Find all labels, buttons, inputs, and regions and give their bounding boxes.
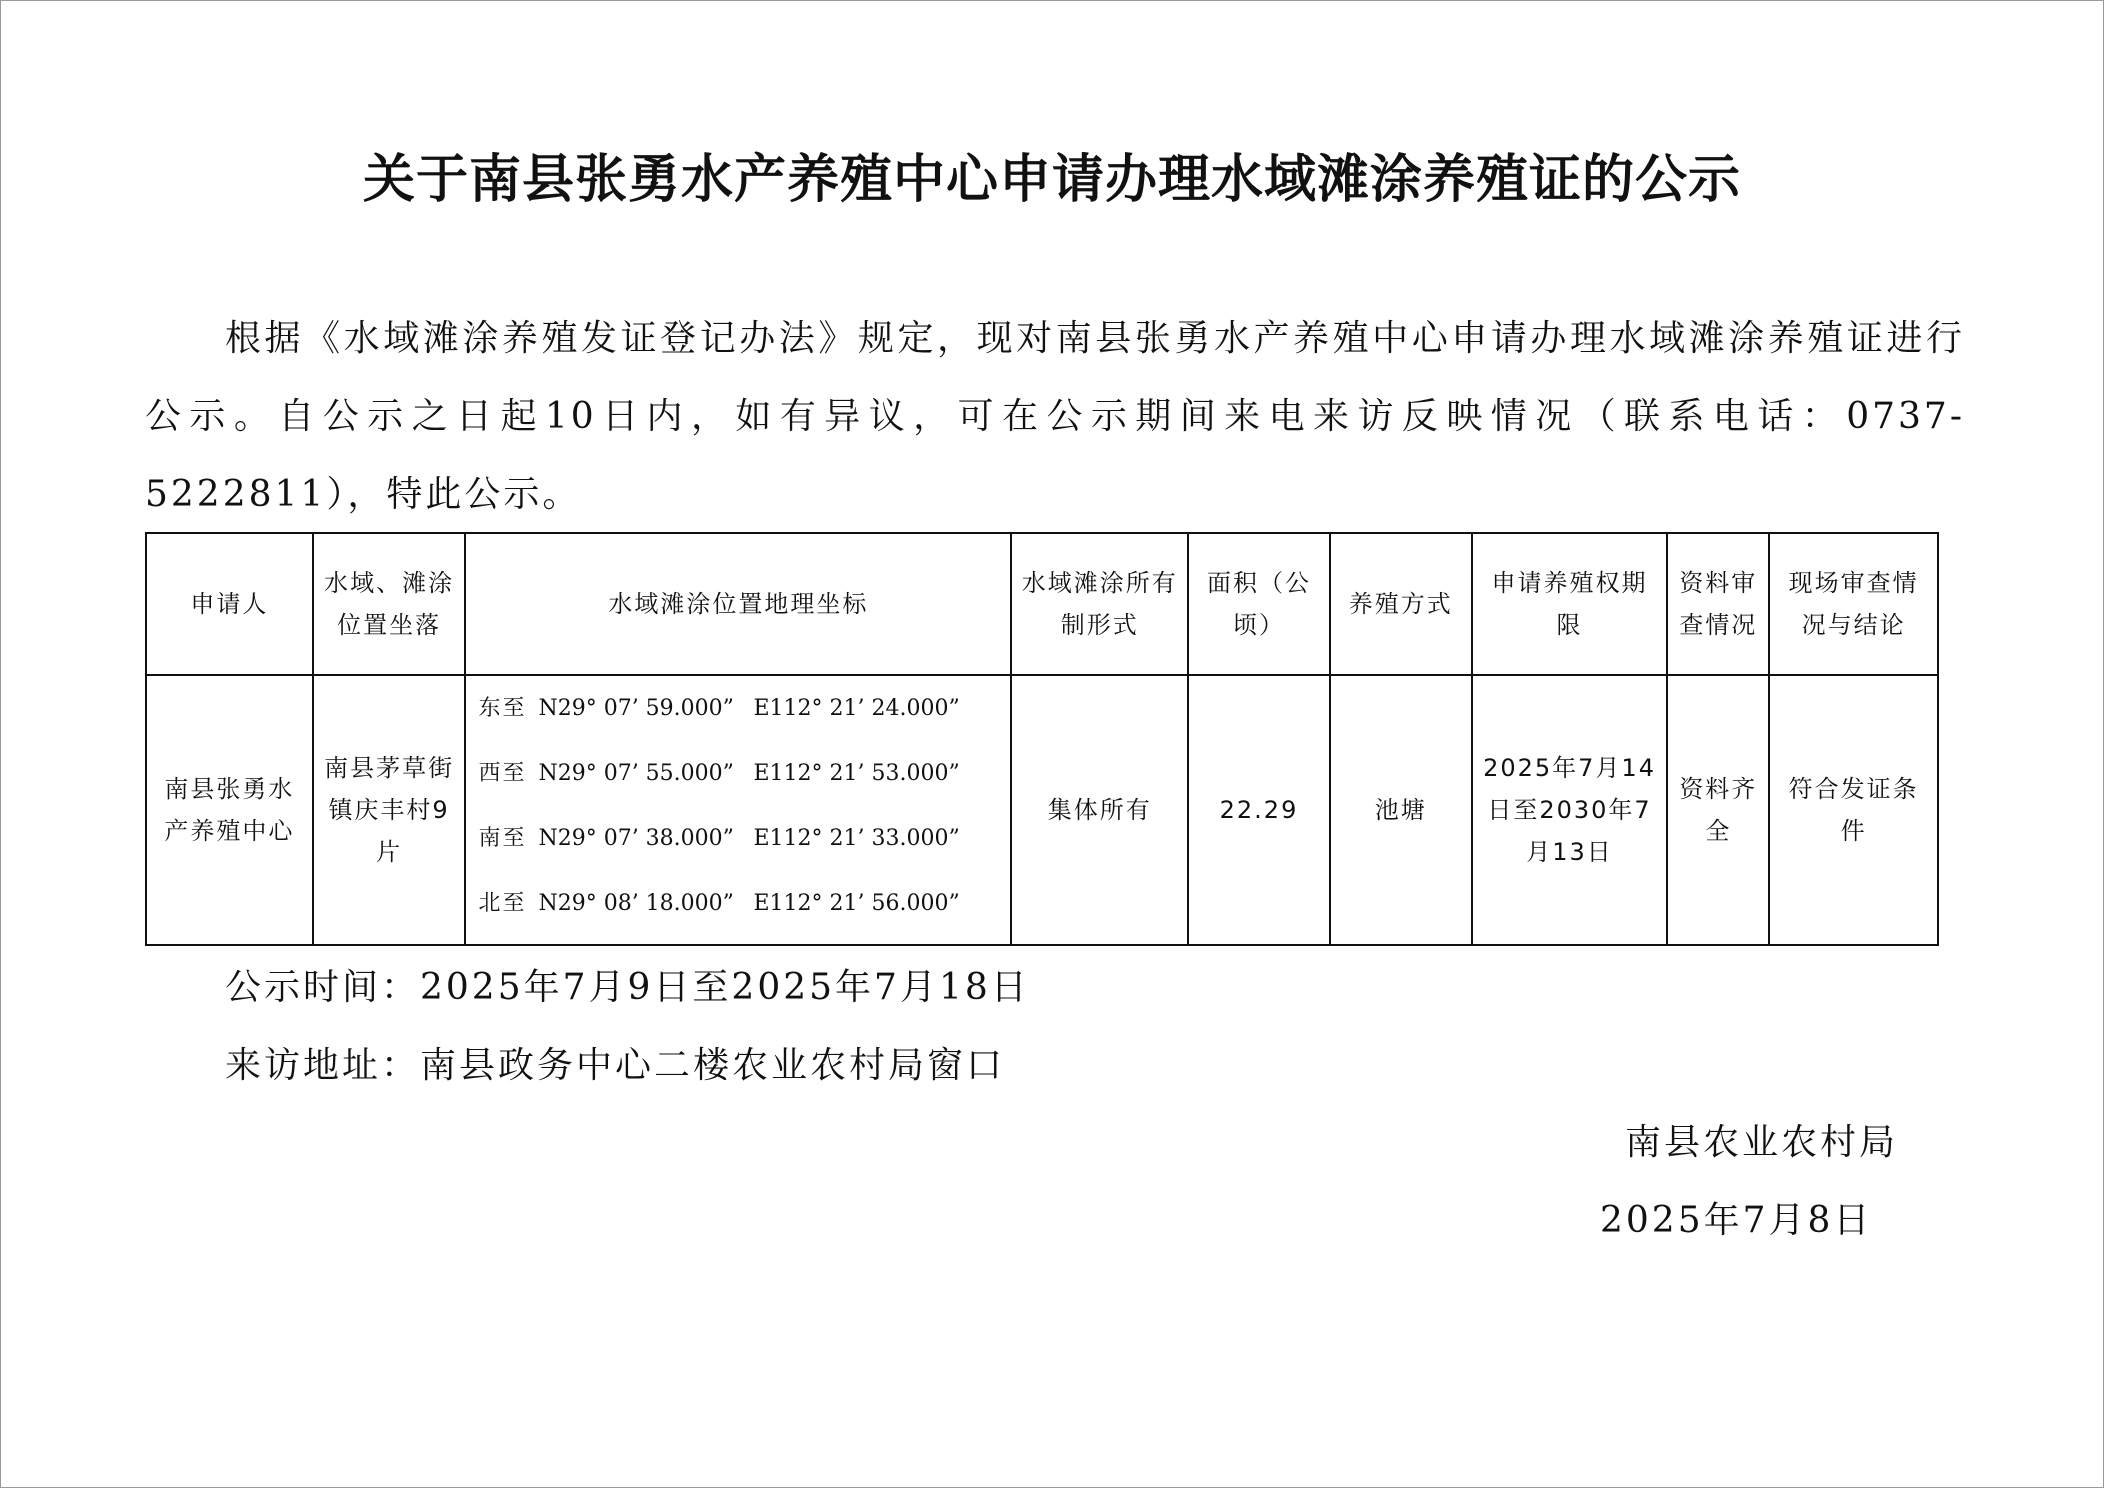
- cell-area: 22.29: [1188, 675, 1330, 945]
- header-onsite: 现场审查情况与结论: [1769, 533, 1938, 675]
- header-method: 养殖方式: [1330, 533, 1472, 675]
- table-row: [146, 675, 1938, 945]
- cell-ownership: 集体所有: [1011, 675, 1188, 945]
- visit-address: 来访地址：南县政务中心二楼农业农村局窗口: [225, 1045, 1006, 1086]
- signature-org: 南县农业农村局: [1625, 1122, 1899, 1163]
- coord-longitude: E112° 21’ 53.000”: [753, 760, 960, 786]
- coord-longitude: E112° 21’ 33.000”: [753, 825, 960, 851]
- coord-latitude: N29° 07’ 55.000”: [538, 760, 734, 786]
- header-applicant: 申请人: [146, 533, 313, 675]
- coord-direction: 北至: [478, 890, 527, 916]
- table-header-row: [146, 533, 1938, 675]
- coord-latitude: N29° 07’ 38.000”: [538, 825, 734, 851]
- coord-latitude: N29° 07’ 59.000”: [538, 695, 734, 721]
- notice-time: 公示时间：2025年7月9日至2025年7月18日: [225, 967, 1030, 1008]
- coord-direction: 南至: [478, 825, 527, 851]
- cell-term: 2025年7月14日至2030年7月13日: [1472, 675, 1668, 945]
- signature-date: 2025年7月8日: [1600, 1200, 1873, 1241]
- coord-north: [478, 871, 998, 936]
- application-table: [145, 532, 1939, 946]
- header-review: 资料审查情况: [1667, 533, 1769, 675]
- header-term: 申请养殖权期限: [1472, 533, 1668, 675]
- coord-west: [478, 741, 998, 806]
- coord-direction: 西至: [478, 760, 527, 786]
- coord-longitude: E112° 21’ 24.000”: [753, 695, 960, 721]
- coord-east: [478, 676, 998, 741]
- cell-review: 资料齐全: [1667, 675, 1769, 945]
- cell-onsite: 符合发证条件: [1769, 675, 1938, 945]
- header-area: 面积（公顷）: [1188, 533, 1330, 675]
- coord-south: [478, 806, 998, 871]
- intro-paragraph: 根据《水域滩涂养殖发证登记办法》规定，现对南县张勇水产养殖中心申请办理水域滩涂养殖证进行公示。自公示之日起10日内，如有异议，可在公示期间来电来访反映情况（联系电话：0737-5222811），特此公示。: [145, 318, 1965, 515]
- page-title: 关于南县张勇水产养殖中心申请办理水域滩涂养殖证的公示: [362, 150, 1741, 210]
- cell-method: 池塘: [1330, 675, 1472, 945]
- header-ownership: 水域滩涂所有制形式: [1011, 533, 1188, 675]
- header-location: 水域、滩涂位置坐落: [313, 533, 466, 675]
- cell-applicant: 南县张勇水产养殖中心: [146, 675, 313, 945]
- cell-location: 南县茅草街镇庆丰村9片: [313, 675, 466, 945]
- header-coords: 水域滩涂位置地理坐标: [465, 533, 1011, 675]
- cell-coords: [465, 675, 1011, 945]
- coord-direction: 东至: [478, 695, 527, 721]
- coord-latitude: N29° 08’ 18.000”: [538, 890, 734, 916]
- coord-longitude: E112° 21’ 56.000”: [753, 890, 960, 916]
